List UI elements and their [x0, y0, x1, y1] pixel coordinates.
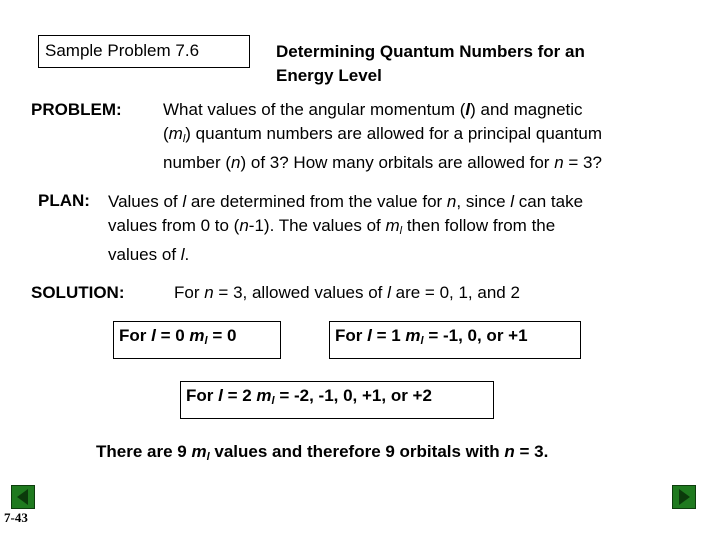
problem-text-part: (: [163, 124, 169, 143]
problem-text-part: ) quantum numbers are allowed for a principal quantum: [185, 124, 603, 143]
plan-text-part: are determined from the value for: [186, 192, 447, 211]
plan-m-symbol: m: [385, 216, 400, 235]
solution-text-part: = 3, allowed values of: [213, 283, 388, 302]
plan-text-part: values of: [108, 245, 181, 264]
result-box-l0: [113, 321, 281, 359]
problem-text-part: number (: [163, 153, 232, 172]
conclusion-text-part: There are 9: [96, 442, 192, 461]
conclusion-text-part: values and therefore 9 orbitals with: [209, 442, 505, 461]
next-slide-button[interactable]: [672, 485, 696, 509]
problem-m-symbol: m: [168, 124, 183, 143]
title-line-1: Determining Quantum Numbers for an: [276, 42, 585, 61]
plan-text-part: .: [184, 245, 190, 264]
result-text-part: = 0: [155, 326, 190, 345]
plan-n-symbol: n: [446, 192, 457, 211]
solution-text-part: For: [174, 283, 205, 302]
result-text-part: For: [119, 326, 152, 345]
result-text-part: = 2: [222, 386, 257, 405]
result-m-subscript: l: [271, 395, 275, 407]
conclusion-m-subscript: l: [206, 451, 210, 463]
conclusion-text-part: = 3.: [514, 442, 549, 461]
result-m-symbol: m: [189, 326, 205, 345]
result-text-part: = -1, 0, or +1: [423, 326, 528, 345]
result-text-part: = 1: [371, 326, 406, 345]
solution-text: [174, 281, 714, 305]
title-line-2: Energy Level: [276, 66, 382, 85]
problem-label: PROBLEM:: [31, 100, 122, 119]
problem-n-symbol: n: [554, 153, 564, 172]
result-l-symbol: l: [367, 326, 372, 345]
plan-text-part: Values of: [108, 192, 183, 211]
result-text-part: = -2, -1, 0, +1, or +2: [274, 386, 432, 405]
plan-text-part: can take: [514, 192, 584, 211]
problem-text-part: = 3?: [563, 153, 602, 172]
plan-text-part: -1). The values of: [248, 216, 386, 235]
conclusion-n-symbol: n: [504, 442, 515, 461]
solution-label: SOLUTION:: [31, 283, 125, 302]
solution-n-symbol: n: [204, 283, 214, 302]
page-title: [276, 40, 696, 88]
sample-problem-label: Sample Problem 7.6: [45, 41, 200, 60]
result-box-l1: [329, 321, 581, 359]
plan-m-subscript: l: [399, 225, 403, 237]
plan-l-symbol: l: [182, 192, 187, 211]
plan-text: [108, 190, 708, 267]
problem-m-subscript: l: [182, 133, 186, 145]
plan-text-part: values from 0 to (: [108, 216, 240, 235]
problem-l-symbol: l: [465, 100, 471, 119]
plan-l-symbol: l: [510, 192, 515, 211]
plan-n-symbol: n: [239, 216, 249, 235]
solution-text-part: are = 0, 1, and 2: [390, 283, 520, 302]
problem-text-part: What values of the angular momentum (: [163, 100, 466, 119]
result-text-part: = 0: [207, 326, 237, 345]
result-l-symbol: l: [151, 326, 156, 345]
sample-problem-box: [38, 35, 250, 68]
conclusion-text: [96, 442, 548, 463]
plan-l-symbol: l: [180, 245, 185, 264]
plan-label: PLAN:: [38, 191, 90, 210]
problem-text: [163, 98, 708, 175]
problem-text-part: ) of 3? How many orbitals are allowed for: [240, 153, 555, 172]
conclusion-m-symbol: m: [191, 442, 207, 461]
plan-text-part: , since: [456, 192, 511, 211]
triangle-left-icon: [12, 486, 34, 508]
result-text-part: For: [186, 386, 219, 405]
result-text-part: For: [335, 326, 368, 345]
result-m-symbol: m: [256, 386, 272, 405]
result-m-subscript: l: [420, 335, 424, 347]
problem-n-symbol: n: [231, 153, 241, 172]
result-m-symbol: m: [405, 326, 421, 345]
page-number: 7-43: [4, 510, 28, 525]
result-m-subscript: l: [204, 335, 208, 347]
triangle-right-icon: [673, 486, 695, 508]
result-l-symbol: l: [218, 386, 223, 405]
previous-slide-button[interactable]: [11, 485, 35, 509]
problem-text-part: ) and magnetic: [470, 100, 583, 119]
solution-l-symbol: l: [387, 283, 391, 302]
plan-text-part: then follow from the: [402, 216, 556, 235]
result-box-l2: [180, 381, 494, 419]
